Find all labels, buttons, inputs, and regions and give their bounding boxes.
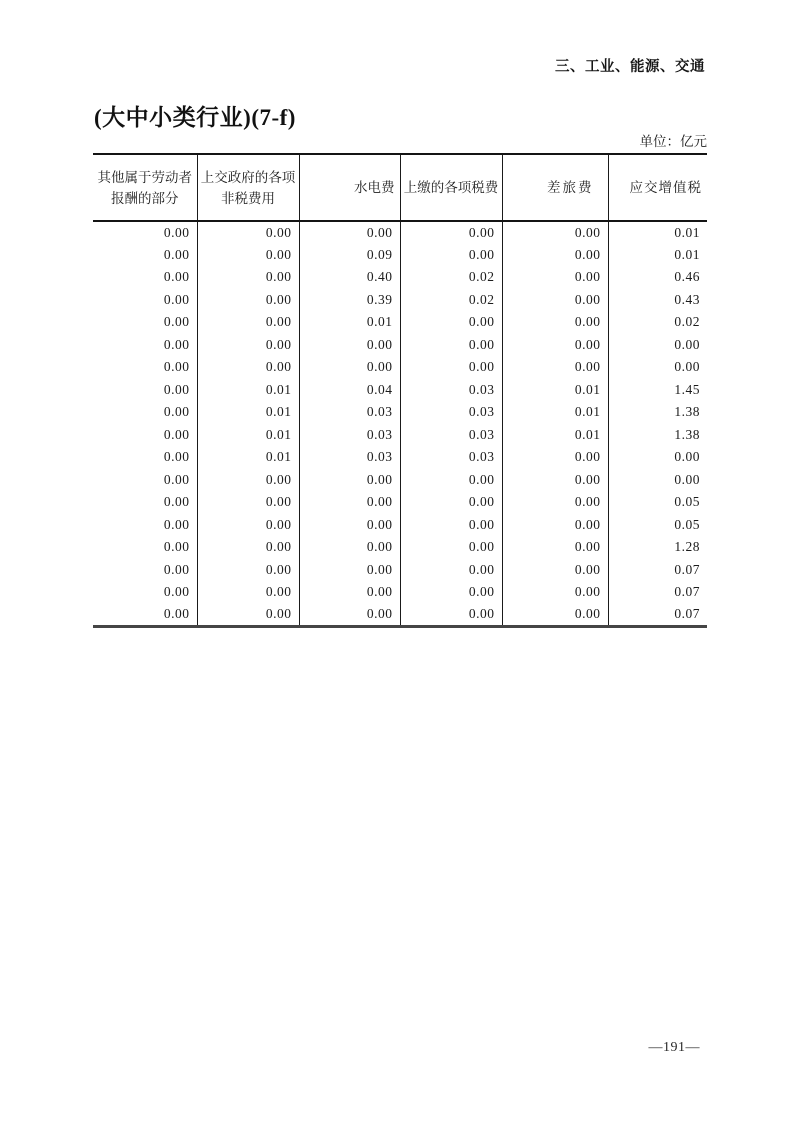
value-cell: 0.01 — [197, 424, 299, 447]
table-row — [93, 514, 707, 537]
column-header-other-labor-compensation — [93, 154, 197, 221]
column-header-line: 应交增值税 — [629, 180, 702, 195]
value-cell: 1.38 — [674, 404, 700, 420]
value-cell: 0.02 — [674, 314, 700, 330]
value-cell: 0.03 — [299, 424, 400, 447]
value-cell: 0.00 — [93, 514, 197, 537]
value-cell: 0.00 — [299, 514, 400, 537]
value-cell: 0.00 — [400, 244, 502, 267]
column-header-line: 差旅费 — [547, 180, 594, 195]
table-row — [93, 266, 707, 289]
value-cell: 0.00 — [400, 221, 502, 244]
value-cell: 0.00 — [197, 221, 299, 244]
value-cell: 0.01 — [674, 224, 700, 240]
table-row — [93, 379, 707, 402]
value-cell: 0.03 — [400, 401, 502, 424]
table-row — [93, 536, 707, 559]
value-cell: 0.00 — [299, 559, 400, 582]
column-header-line: 报酬的部分 — [111, 190, 179, 206]
value-cell: 0.07 — [674, 561, 700, 577]
value-cell: 0.00 — [197, 559, 299, 582]
value-cell: 0.01 — [502, 379, 608, 402]
value-cell: 0.00 — [400, 491, 502, 514]
value-cell: 0.00 — [197, 536, 299, 559]
table-body — [93, 221, 707, 626]
table-row — [93, 221, 707, 244]
table-row — [93, 356, 707, 379]
value-cell: 0.05 — [674, 516, 700, 532]
value-cell: 0.07 — [674, 606, 700, 621]
table-row — [93, 446, 707, 469]
value-cell: 0.00 — [502, 289, 608, 312]
value-cell: 1.28 — [674, 539, 700, 555]
value-cell: 0.09 — [299, 244, 400, 267]
column-header-line: 上交政府的各项 — [200, 169, 296, 185]
value-cell: 0.00 — [299, 491, 400, 514]
table-row — [93, 401, 707, 424]
table-row — [93, 604, 707, 627]
value-cell: 0.00 — [93, 334, 197, 357]
value-cell: 0.00 — [299, 356, 400, 379]
value-cell: 0.00 — [93, 581, 197, 604]
value-cell: 0.00 — [502, 469, 608, 492]
data-table — [93, 153, 707, 628]
value-cell: 0.02 — [400, 289, 502, 312]
value-cell: 0.02 — [400, 266, 502, 289]
table-row — [93, 311, 707, 334]
value-cell: 0.00 — [197, 604, 299, 627]
value-cell: 0.00 — [400, 469, 502, 492]
value-cell: 0.40 — [299, 266, 400, 289]
table-row — [93, 289, 707, 312]
value-cell: 0.00 — [93, 289, 197, 312]
value-cell: 0.00 — [502, 536, 608, 559]
value-cell: 0.03 — [400, 446, 502, 469]
section-header: 三、工业、能源、交通 — [555, 59, 705, 75]
value-cell: 0.00 — [674, 359, 700, 375]
value-cell: 0.00 — [93, 356, 197, 379]
value-cell: 0.00 — [502, 221, 608, 244]
table-header-row — [93, 154, 707, 221]
table-row — [93, 244, 707, 267]
value-cell: 0.00 — [502, 266, 608, 289]
page-number: —191— — [648, 1040, 700, 1055]
value-cell: 0.00 — [197, 334, 299, 357]
value-cell: 0.01 — [197, 446, 299, 469]
value-cell: 0.07 — [674, 584, 700, 600]
column-header-line: 其他属于劳动者 — [97, 169, 192, 185]
value-cell: 0.00 — [400, 581, 502, 604]
value-cell: 0.00 — [400, 559, 502, 582]
value-cell: 0.01 — [502, 401, 608, 424]
value-cell: 0.00 — [197, 266, 299, 289]
value-cell: 0.00 — [502, 491, 608, 514]
value-cell: 0.00 — [502, 604, 608, 627]
value-cell: 0.00 — [197, 469, 299, 492]
value-cell: 0.04 — [299, 379, 400, 402]
value-cell: 0.03 — [400, 424, 502, 447]
value-cell: 0.03 — [299, 446, 400, 469]
value-cell: 0.00 — [197, 491, 299, 514]
value-cell: 0.00 — [93, 221, 197, 244]
value-cell: 0.01 — [197, 401, 299, 424]
value-cell: 0.00 — [299, 581, 400, 604]
column-header-line: 上缴的各项税费 — [403, 180, 499, 195]
value-cell: 0.00 — [400, 334, 502, 357]
value-cell: 0.00 — [93, 244, 197, 267]
value-cell: 0.00 — [93, 491, 197, 514]
value-cell: 0.39 — [299, 289, 400, 312]
value-cell: 0.01 — [674, 246, 700, 262]
value-cell: 0.00 — [400, 311, 502, 334]
value-cell: 0.00 — [674, 336, 700, 352]
value-cell: 0.00 — [93, 604, 197, 627]
table-row — [93, 334, 707, 357]
value-cell: 0.01 — [299, 311, 400, 334]
value-cell: 0.05 — [674, 494, 700, 510]
value-cell: 0.00 — [93, 559, 197, 582]
value-cell: 0.00 — [197, 311, 299, 334]
page-title: (大中小类行业)(7-f) — [94, 105, 296, 130]
column-header-line: 水电费 — [354, 180, 395, 195]
value-cell: 0.00 — [502, 311, 608, 334]
value-cell: 0.00 — [299, 334, 400, 357]
value-cell: 0.00 — [93, 469, 197, 492]
column-header-line: 非税费用 — [221, 190, 275, 206]
column-header-travel-expense — [502, 154, 608, 221]
value-cell: 0.00 — [502, 244, 608, 267]
column-header-utilities-fee — [299, 154, 400, 221]
value-cell: 0.00 — [502, 446, 608, 469]
value-cell: 0.00 — [502, 581, 608, 604]
value-cell: 0.00 — [400, 536, 502, 559]
value-cell: 0.00 — [299, 536, 400, 559]
value-cell: 0.00 — [93, 379, 197, 402]
value-cell: 0.00 — [197, 356, 299, 379]
value-cell: 0.03 — [299, 401, 400, 424]
value-cell: 0.01 — [502, 424, 608, 447]
unit-label: 单位：亿元 — [639, 134, 707, 149]
value-cell: 0.00 — [502, 356, 608, 379]
value-cell: 1.38 — [674, 426, 700, 442]
table-row — [93, 559, 707, 582]
value-cell: 0.00 — [93, 424, 197, 447]
table-row — [93, 581, 707, 604]
value-cell: 0.00 — [502, 559, 608, 582]
value-cell: 0.01 — [197, 379, 299, 402]
value-cell: 0.00 — [674, 471, 700, 487]
table-row — [93, 469, 707, 492]
value-cell: 0.03 — [400, 379, 502, 402]
value-cell: 0.00 — [197, 244, 299, 267]
value-cell: 0.00 — [299, 221, 400, 244]
column-header-gov-nontax-fees — [197, 154, 299, 221]
value-cell: 0.00 — [93, 401, 197, 424]
table-row — [93, 424, 707, 447]
value-cell: 0.00 — [93, 311, 197, 334]
value-cell: 0.00 — [400, 514, 502, 537]
value-cell: 0.00 — [502, 514, 608, 537]
value-cell: 0.00 — [93, 446, 197, 469]
column-header-vat-payable — [608, 154, 707, 221]
value-cell: 0.00 — [674, 449, 700, 465]
value-cell: 0.00 — [400, 604, 502, 627]
value-cell: 0.46 — [674, 269, 700, 285]
value-cell: 0.00 — [197, 581, 299, 604]
value-cell: 0.00 — [299, 469, 400, 492]
value-cell: 0.00 — [197, 514, 299, 537]
value-cell: 0.00 — [299, 604, 400, 627]
table-row — [93, 491, 707, 514]
value-cell: 0.43 — [674, 291, 700, 307]
value-cell: 0.00 — [400, 356, 502, 379]
value-cell: 0.00 — [93, 266, 197, 289]
column-header-taxes-paid — [400, 154, 502, 221]
value-cell: 0.00 — [93, 536, 197, 559]
value-cell: 0.00 — [197, 289, 299, 312]
value-cell: 0.00 — [502, 334, 608, 357]
value-cell: 1.45 — [674, 381, 700, 397]
